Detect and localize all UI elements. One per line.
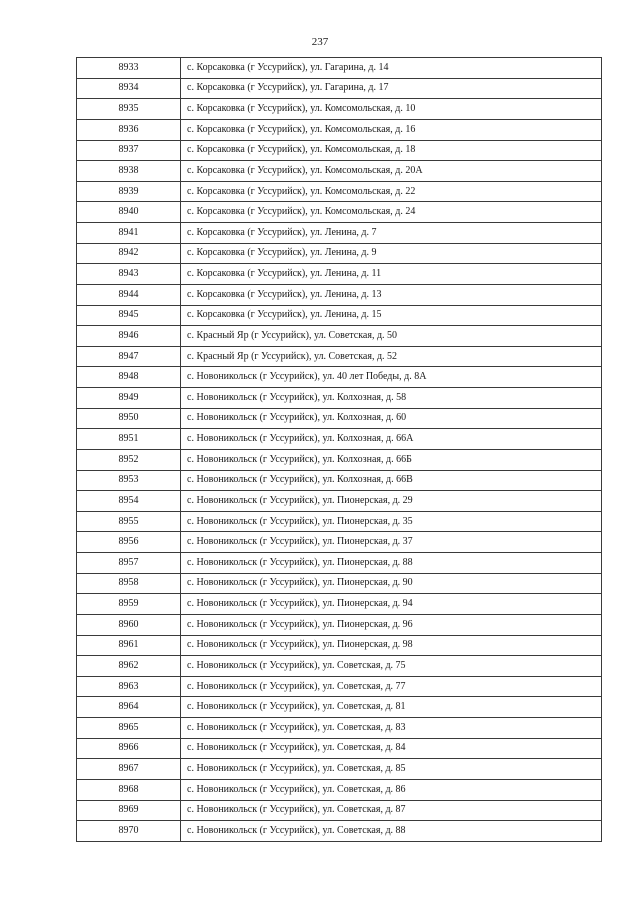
table-row [77,140,602,161]
table-row [77,202,602,223]
table-row [77,449,602,470]
address-cell: с. Новоникольск (г Уссурийск), ул. Советская, д. 83 [181,718,602,739]
table-row [77,821,602,842]
table-row [77,738,602,759]
table-row [77,243,602,264]
address-cell: с. Корсаковка (г Уссурийск), ул. Ленина, д. 13 [181,284,602,305]
address-cell: с. Новоникольск (г Уссурийск), ул. Колхозная, д. 60 [181,408,602,429]
row-number-cell: 8949 [77,388,181,409]
address-cell: с. Новоникольск (г Уссурийск), ул. Колхозная, д. 66Б [181,449,602,470]
table-row [77,408,602,429]
row-number-cell: 8955 [77,511,181,532]
row-number-cell: 8939 [77,181,181,202]
row-number-cell: 8942 [77,243,181,264]
table-row [77,532,602,553]
address-cell: с. Красный Яр (г Уссурийск), ул. Советская, д. 52 [181,346,602,367]
address-cell: с. Новоникольск (г Уссурийск), ул. Советская, д. 87 [181,800,602,821]
address-cell: с. Новоникольск (г Уссурийск), ул. Советская, д. 81 [181,697,602,718]
row-number-cell: 8933 [77,58,181,79]
address-cell: с. Новоникольск (г Уссурийск), ул. Советская, д. 75 [181,656,602,677]
table-row [77,284,602,305]
row-number-cell: 8953 [77,470,181,491]
table-row [77,326,602,347]
row-number-cell: 8948 [77,367,181,388]
address-cell: с. Новоникольск (г Уссурийск), ул. Советская, д. 85 [181,759,602,780]
table-row [77,223,602,244]
row-number-cell: 8965 [77,718,181,739]
table-row [77,511,602,532]
address-cell: с. Новоникольск (г Уссурийск), ул. Советская, д. 84 [181,738,602,759]
row-number-cell: 8935 [77,99,181,120]
row-number-cell: 8954 [77,491,181,512]
table-row [77,759,602,780]
table-row [77,367,602,388]
table-row [77,119,602,140]
row-number-cell: 8947 [77,346,181,367]
address-cell: с. Новоникольск (г Уссурийск), ул. Пионерская, д. 35 [181,511,602,532]
table-row [77,346,602,367]
address-cell: с. Корсаковка (г Уссурийск), ул. Комсомольская, д. 20А [181,161,602,182]
table-row [77,553,602,574]
table-row [77,99,602,120]
row-number-cell: 8944 [77,284,181,305]
address-cell: с. Новоникольск (г Уссурийск), ул. Пионерская, д. 98 [181,635,602,656]
row-number-cell: 8951 [77,429,181,450]
address-cell: с. Новоникольск (г Уссурийск), ул. Советская, д. 88 [181,821,602,842]
table-row [77,718,602,739]
row-number-cell: 8941 [77,223,181,244]
address-cell: с. Корсаковка (г Уссурийск), ул. Комсомольская, д. 10 [181,99,602,120]
address-cell: с. Корсаковка (г Уссурийск), ул. Гагарина, д. 17 [181,78,602,99]
row-number-cell: 8956 [77,532,181,553]
address-cell: с. Новоникольск (г Уссурийск), ул. Пионерская, д. 29 [181,491,602,512]
address-table-body [77,58,602,842]
table-row [77,800,602,821]
row-number-cell: 8961 [77,635,181,656]
row-number-cell: 8952 [77,449,181,470]
address-table [76,57,602,842]
table-row [77,58,602,79]
row-number-cell: 8946 [77,326,181,347]
table-row [77,388,602,409]
row-number-cell: 8934 [77,78,181,99]
address-cell: с. Новоникольск (г Уссурийск), ул. Колхозная, д. 66А [181,429,602,450]
row-number-cell: 8960 [77,614,181,635]
address-cell: с. Корсаковка (г Уссурийск), ул. Комсомольская, д. 24 [181,202,602,223]
row-number-cell: 8940 [77,202,181,223]
address-cell: с. Новоникольск (г Уссурийск), ул. Пионерская, д. 90 [181,573,602,594]
row-number-cell: 8964 [77,697,181,718]
row-number-cell: 8937 [77,140,181,161]
address-cell: с. Корсаковка (г Уссурийск), ул. Ленина, д. 9 [181,243,602,264]
table-row [77,594,602,615]
table-row [77,429,602,450]
row-number-cell: 8963 [77,676,181,697]
row-number-cell: 8936 [77,119,181,140]
table-row [77,573,602,594]
address-cell: с. Новоникольск (г Уссурийск), ул. Пионерская, д. 88 [181,553,602,574]
table-row [77,161,602,182]
address-cell: с. Новоникольск (г Уссурийск), ул. Колхозная, д. 66В [181,470,602,491]
address-cell: с. Новоникольск (г Уссурийск), ул. Советская, д. 77 [181,676,602,697]
table-row [77,181,602,202]
table-row [77,470,602,491]
table-row [77,697,602,718]
row-number-cell: 8969 [77,800,181,821]
address-cell: с. Корсаковка (г Уссурийск), ул. Ленина, д. 7 [181,223,602,244]
address-cell: с. Корсаковка (г Уссурийск), ул. Гагарина, д. 14 [181,58,602,79]
table-row [77,264,602,285]
address-cell: с. Новоникольск (г Уссурийск), ул. Пионерская, д. 96 [181,614,602,635]
table-row [77,779,602,800]
table-row [77,491,602,512]
row-number-cell: 8950 [77,408,181,429]
address-cell: с. Красный Яр (г Уссурийск), ул. Советская, д. 50 [181,326,602,347]
row-number-cell: 8938 [77,161,181,182]
table-row [77,78,602,99]
row-number-cell: 8957 [77,553,181,574]
row-number-cell: 8943 [77,264,181,285]
row-number-cell: 8970 [77,821,181,842]
address-cell: с. Корсаковка (г Уссурийск), ул. Комсомольская, д. 18 [181,140,602,161]
row-number-cell: 8967 [77,759,181,780]
row-number-cell: 8945 [77,305,181,326]
row-number-cell: 8966 [77,738,181,759]
address-cell: с. Новоникольск (г Уссурийск), ул. Пионерская, д. 37 [181,532,602,553]
row-number-cell: 8962 [77,656,181,677]
address-cell: с. Новоникольск (г Уссурийск), ул. Советская, д. 86 [181,779,602,800]
table-row [77,656,602,677]
address-cell: с. Новоникольск (г Уссурийск), ул. Колхозная, д. 58 [181,388,602,409]
address-cell: с. Корсаковка (г Уссурийск), ул. Ленина, д. 15 [181,305,602,326]
address-cell: с. Корсаковка (г Уссурийск), ул. Комсомольская, д. 16 [181,119,602,140]
address-cell: с. Новоникольск (г Уссурийск), ул. 40 лет Победы, д. 8А [181,367,602,388]
table-row [77,635,602,656]
address-cell: с. Корсаковка (г Уссурийск), ул. Комсомольская, д. 22 [181,181,602,202]
row-number-cell: 8968 [77,779,181,800]
address-cell: с. Корсаковка (г Уссурийск), ул. Ленина, д. 11 [181,264,602,285]
table-row [77,676,602,697]
address-cell: с. Новоникольск (г Уссурийск), ул. Пионерская, д. 94 [181,594,602,615]
page-number: 237 [311,36,329,48]
table-row [77,614,602,635]
table-row [77,305,602,326]
row-number-cell: 8958 [77,573,181,594]
row-number-cell: 8959 [77,594,181,615]
